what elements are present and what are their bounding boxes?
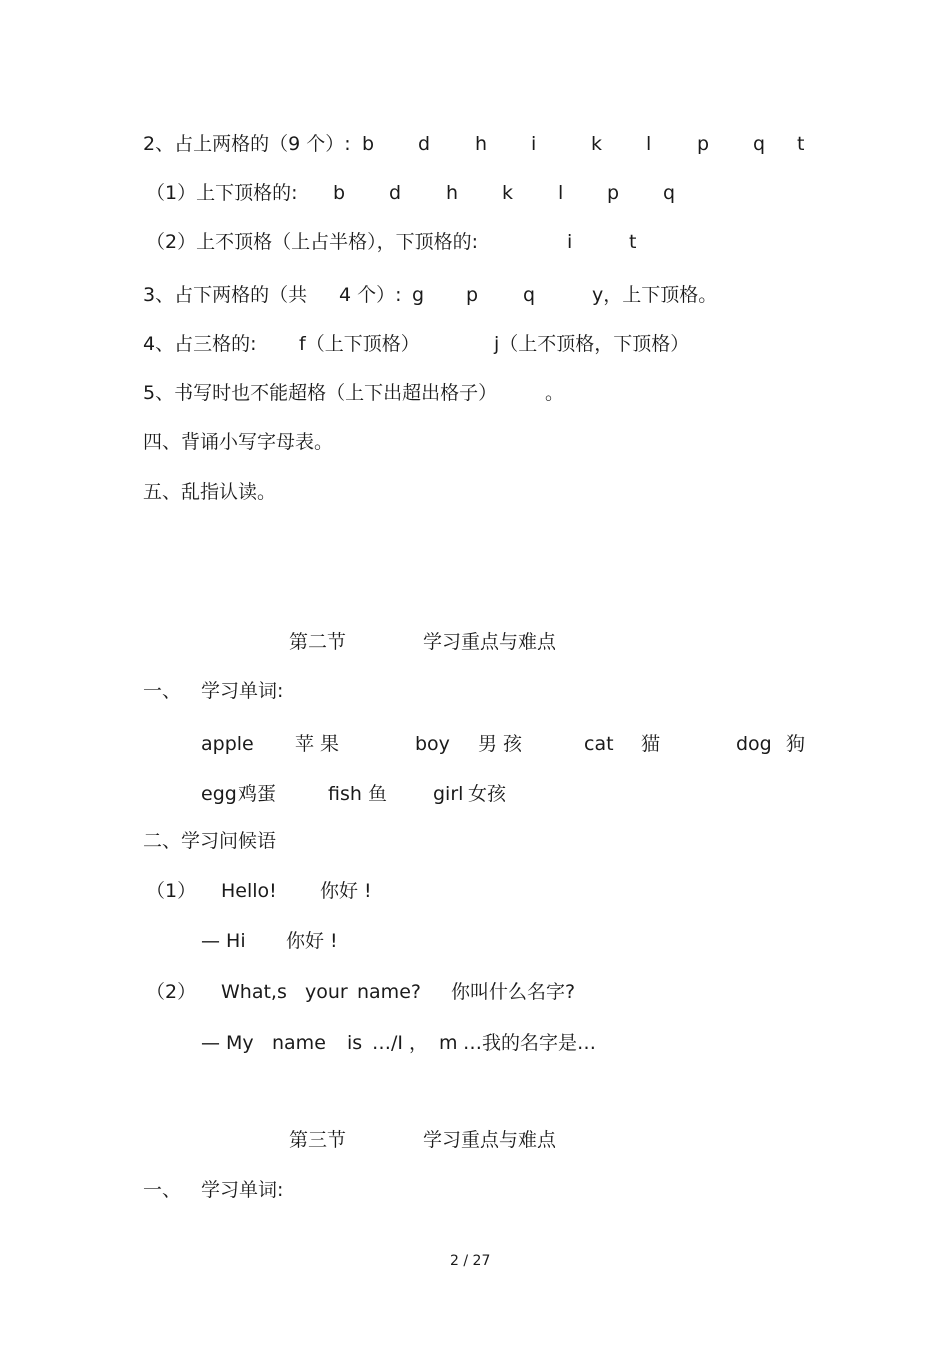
letter: p [697, 133, 710, 155]
page-total: 27 [472, 1253, 491, 1269]
word-en: cat [584, 733, 614, 755]
letter: l [558, 182, 564, 204]
writing-rule-line-3-label: 3、占下两格的（共 [143, 284, 308, 306]
item-five: 五、乱指认读。 [143, 481, 277, 503]
writing-rule-line-2 [143, 132, 351, 156]
dialogue-zh: 你叫什么名字? [451, 981, 576, 1003]
word-zh: 男 孩 [478, 733, 523, 755]
dialogue-number: （1） [146, 880, 197, 902]
dialogue-reply-en: — My [201, 1032, 254, 1054]
rule-label: 2、占上两格的（9 个）: [143, 133, 351, 155]
letter: h [475, 133, 488, 155]
letter: q [753, 133, 766, 155]
word-en: egg [201, 783, 237, 805]
dialogue-en: Hello! [221, 880, 277, 902]
letter: l [646, 133, 652, 155]
letter-j-rule: j（上不顶格，下顶格） [494, 333, 690, 355]
letter: d [418, 133, 431, 155]
words-label: 学习单词: [201, 1179, 284, 1201]
word-zh: 猫 [641, 733, 661, 755]
word-zh: 狗 [786, 733, 806, 755]
sub-rule-2-label: （2）上不顶格（上占半格），下顶格的: [146, 231, 478, 253]
dialogue-zh: 你好 ! [320, 880, 372, 902]
word-en: boy [415, 733, 450, 755]
item-four: 四、背诵小写字母表。 [143, 431, 334, 453]
letter-count: 4 个）: [339, 284, 402, 306]
dialogue-en: What,s [221, 981, 287, 1003]
letter: k [591, 133, 603, 155]
page-separator: / [463, 1253, 469, 1269]
word-en: girl [433, 783, 464, 805]
word-zh: 苹 果 [295, 733, 340, 755]
letter: k [502, 182, 514, 204]
words-label: 学习单词: [201, 680, 284, 702]
section-number: 第二节 [289, 631, 347, 653]
page-indicator [450, 1249, 490, 1273]
dialogue-reply-en: …/I ， [372, 1032, 429, 1054]
word-en: dog [736, 733, 772, 755]
list-number: 一、 [143, 680, 182, 702]
letter: g [412, 284, 425, 306]
word-zh: 鸡蛋 [238, 783, 277, 805]
letter: h [446, 182, 459, 204]
section-title: 学习重点与难点 [423, 631, 557, 653]
dialogue-reply-en: m [439, 1032, 458, 1054]
greetings-label: 二、学习问候语 [143, 830, 277, 852]
dialogue-en: your [305, 981, 348, 1003]
dialogue-reply-zh: …我的名字是… [463, 1032, 597, 1054]
letter: b [333, 182, 346, 204]
letter: q [663, 182, 676, 204]
letter: i [531, 133, 537, 155]
dialogue-reply-en: — Hi [201, 930, 246, 952]
letter: p [607, 182, 620, 204]
rule-tail: y，上下顶格。 [592, 284, 718, 306]
letter: t [797, 133, 805, 155]
word-en: apple [201, 733, 254, 755]
word-en: fish [328, 783, 362, 805]
letter: d [389, 182, 402, 204]
sub-rule-1-label: （1）上下顶格的: [146, 182, 298, 204]
dialogue-number: （2） [146, 981, 197, 1003]
letter: t [629, 231, 637, 253]
word-zh: 女孩 [468, 783, 507, 805]
letter: p [466, 284, 479, 306]
list-number: 一、 [143, 1179, 182, 1201]
section-number: 第三节 [289, 1129, 347, 1151]
dialogue-reply-en: is [347, 1032, 363, 1054]
dialogue-en: name? [357, 981, 421, 1003]
page-number: 2 [450, 1253, 459, 1269]
letter: b [362, 133, 375, 155]
letter: q [523, 284, 536, 306]
section-title: 学习重点与难点 [423, 1129, 557, 1151]
letter-f-rule: f（上下顶格） [299, 333, 420, 355]
word-zh: 鱼 [368, 783, 388, 805]
writing-rule-line-4-label: 4、占三格的: [143, 333, 257, 355]
rule-end-mark: 。 [545, 382, 565, 404]
writing-rule-line-5: 5、书写时也不能超格（上下出超出格子） [143, 382, 498, 404]
dialogue-reply-en: name [272, 1032, 326, 1054]
dialogue-reply-zh: 你好 ! [286, 930, 338, 952]
letter: i [567, 231, 573, 253]
